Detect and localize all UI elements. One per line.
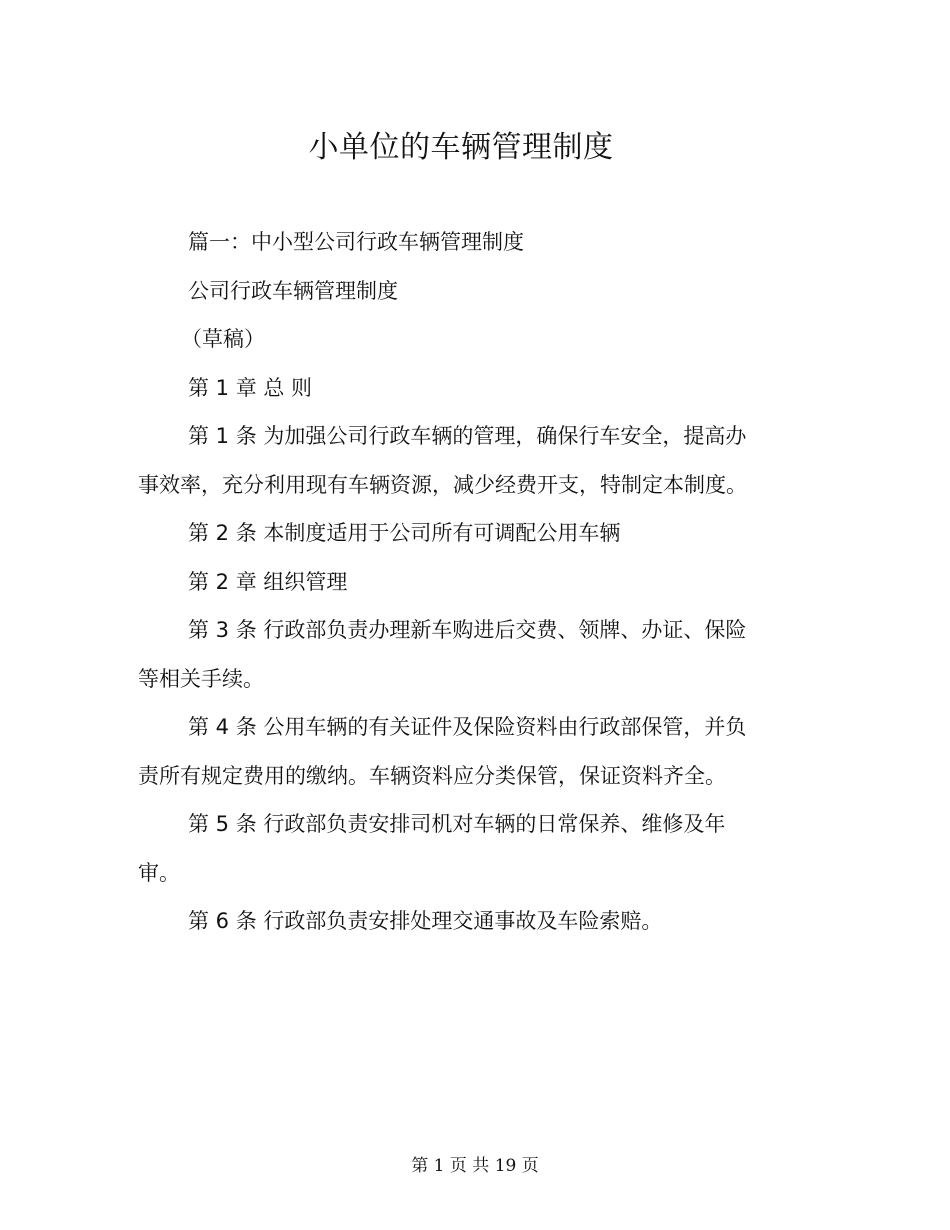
article-paragraph: 第 2 条 本制度适用于公司所有可调配公用车辆 xyxy=(188,521,621,545)
chapter-heading: 第 1 章 总 则 xyxy=(188,375,313,400)
page-footer: 第 1 页 共 19 页 xyxy=(411,1156,539,1176)
article-paragraph: 第 1 条 为加强公司行政车辆的管理，确保行车安全，提高办事效率，充分利用现有车辆资源，减少经费开支，特制定本制度。 xyxy=(138,424,747,497)
chapter-heading: 第 2 章 组织管理 xyxy=(188,569,348,594)
article-paragraph: 第 6 条 行政部负责安排处理交通事故及车险索赔。 xyxy=(188,909,663,933)
article-paragraph: 第 5 条 行政部负责安排司机对车辆的日常保养、维修及年审。 xyxy=(138,812,726,885)
article-paragraph: 第 4 条 公用车辆的有关证件及保险资料由行政部保管，并负责所有规定费用的缴纳。车辆资料应分类保管，保证资料齐全。 xyxy=(138,715,747,788)
document-body xyxy=(138,218,748,946)
draft-label: （草稿） xyxy=(181,327,265,351)
policy-title: 公司行政车辆管理制度 xyxy=(188,278,398,303)
document-title: 小单位的车辆管理制度 xyxy=(308,130,614,165)
article-paragraph: 第 3 条 行政部负责办理新车购进后交费、领牌、办证、保险等相关手续。 xyxy=(138,618,747,691)
section-heading: 篇一：中小型公司行政车辆管理制度 xyxy=(188,230,524,254)
